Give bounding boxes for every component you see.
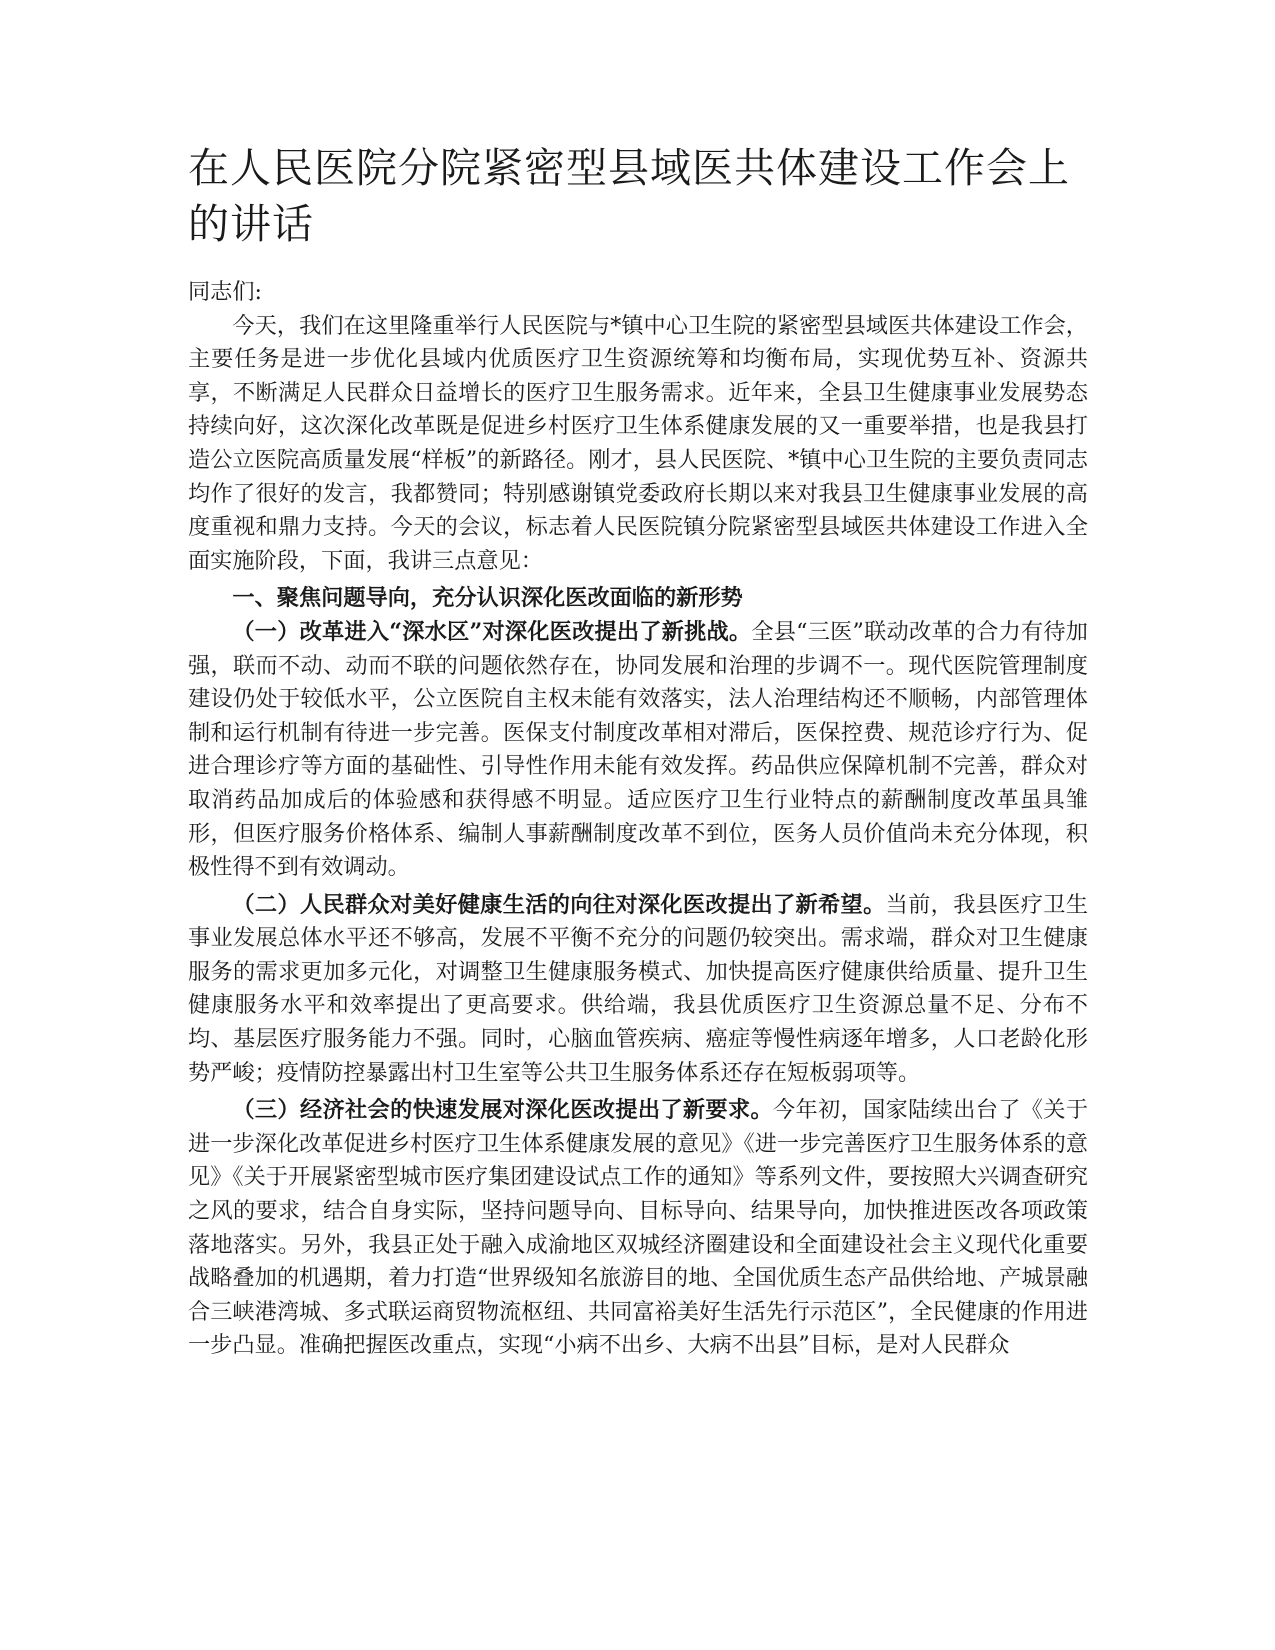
document-page	[188, 140, 1088, 1363]
point-2-paragraph	[188, 889, 1088, 1091]
point-1-body: 全县“三医”联动改革的合力有待加强，联而不动、动而不联的问题依然存在，协同发展和治理的步调不一。现代医院管理制度建设仍处于较低水平，公立医院自主权未能有效落实，法人治理结构还不顺畅，内部管理体制和运行机制有待进一步完善。医保支付制度改革相对滞后，医保控费、规范诊疗行为、促进合理诊疗等方面的基础性、引导性作用未能有效发挥。药品供应保障机制不完善，群众对取消药品加成后的体验感和获得感不明显。适应医疗卫生行业特点的薪酬制度改革虽具雏形，但医疗服务价格体系、编制人事薪酬制度改革不到位，医务人员价值尚未充分体现，积极性得不到有效调动。	[188, 618, 1088, 881]
point-2-lead: （二）人民群众对美好健康生活的向往对深化医改提出了新希望。	[232, 891, 886, 918]
intro-paragraph: 今天，我们在这里隆重举行人民医院与*镇中心卫生院的紧密型县域医共体建设工作会，主要任务是进一步优化县域内优质医疗卫生资源统筹和均衡布局，实现优势互补、资源共享，不断满足人民群众日益增长的医疗卫生服务需求。近年来，全县卫生健康事业发展势态持续向好，这次深化改革既是促进乡村医疗卫生体系健康发展的又一重要举措，也是我县打造公立医院高质量发展“样板”的新路径。刚才，县人民医院、*镇中心卫生院的主要负责同志均作了很好的发言，我都赞同；特别感谢镇党委政府长期以来对我县卫生健康事业发展的高度重视和鼎力支持。今天的会议，标志着人民医院镇分院紧密型县域医共体建设工作进入全面实施阶段，下面，我讲三点意见：	[188, 312, 1088, 574]
document-title: 在人民医院分院紧密型县域医共体建设工作会上的讲话	[188, 144, 1070, 248]
point-3-paragraph	[188, 1094, 1088, 1363]
point-1-paragraph	[188, 616, 1088, 885]
point-3-body: 今年初，国家陆续出台了《关于进一步深化改革促进乡村医疗卫生体系健康发展的意见》《进一步完善医疗卫生服务体系的意见》《关于开展紧密型城市医疗集团建设试点工作的通知》等系列文件，要按照大兴调查研究之风的要求，结合自身实际，坚持问题导向、目标导向、结果导向，加快推进医改各项政策落地落实。另外，我县正处于融入成渝地区双城经济圈建设和全面建设社会主义现代化重要战略叠加的机遇期，着力打造“世界级知名旅游目的地、全国优质生态产品供给地、产城景融合三峡港湾城、多式联运商贸物流枢纽、共同富裕美好生活先行示范区”，全民健康的作用进一步凸显。准确把握医改重点，实现“小病不出乡、大病不出县”目标，是对人民群众	[188, 1097, 1089, 1359]
salutation: 同志们:	[188, 279, 263, 305]
point-2-body: 当前，我县医疗卫生事业发展总体水平还不够高，发展不平衡不充分的问题仍较突出。需求端，群众对卫生健康服务的需求更加多元化，对调整卫生健康服务模式、加快提高医疗健康供给质量、提升卫生健康服务水平和效率提出了更高要求。供给端，我县优质医疗卫生资源总量不足、分布不均、基层医疗服务能力不强。同时，心脑血管疾病、癌症等慢性病逐年增多，人口老龄化形势严峻；疫情防控暴露出村卫生室等公共卫生服务体系还存在短板弱项等。	[188, 891, 1089, 1086]
point-1-lead: （一）改革进入“深水区”对深化医改提出了新挑战。	[232, 618, 752, 645]
section-1-heading: 一、聚焦问题导向，充分认识深化医改面临的新形势	[232, 585, 743, 612]
point-3-lead: （三）经济社会的快速发展对深化医改提出了新要求。	[232, 1097, 773, 1124]
